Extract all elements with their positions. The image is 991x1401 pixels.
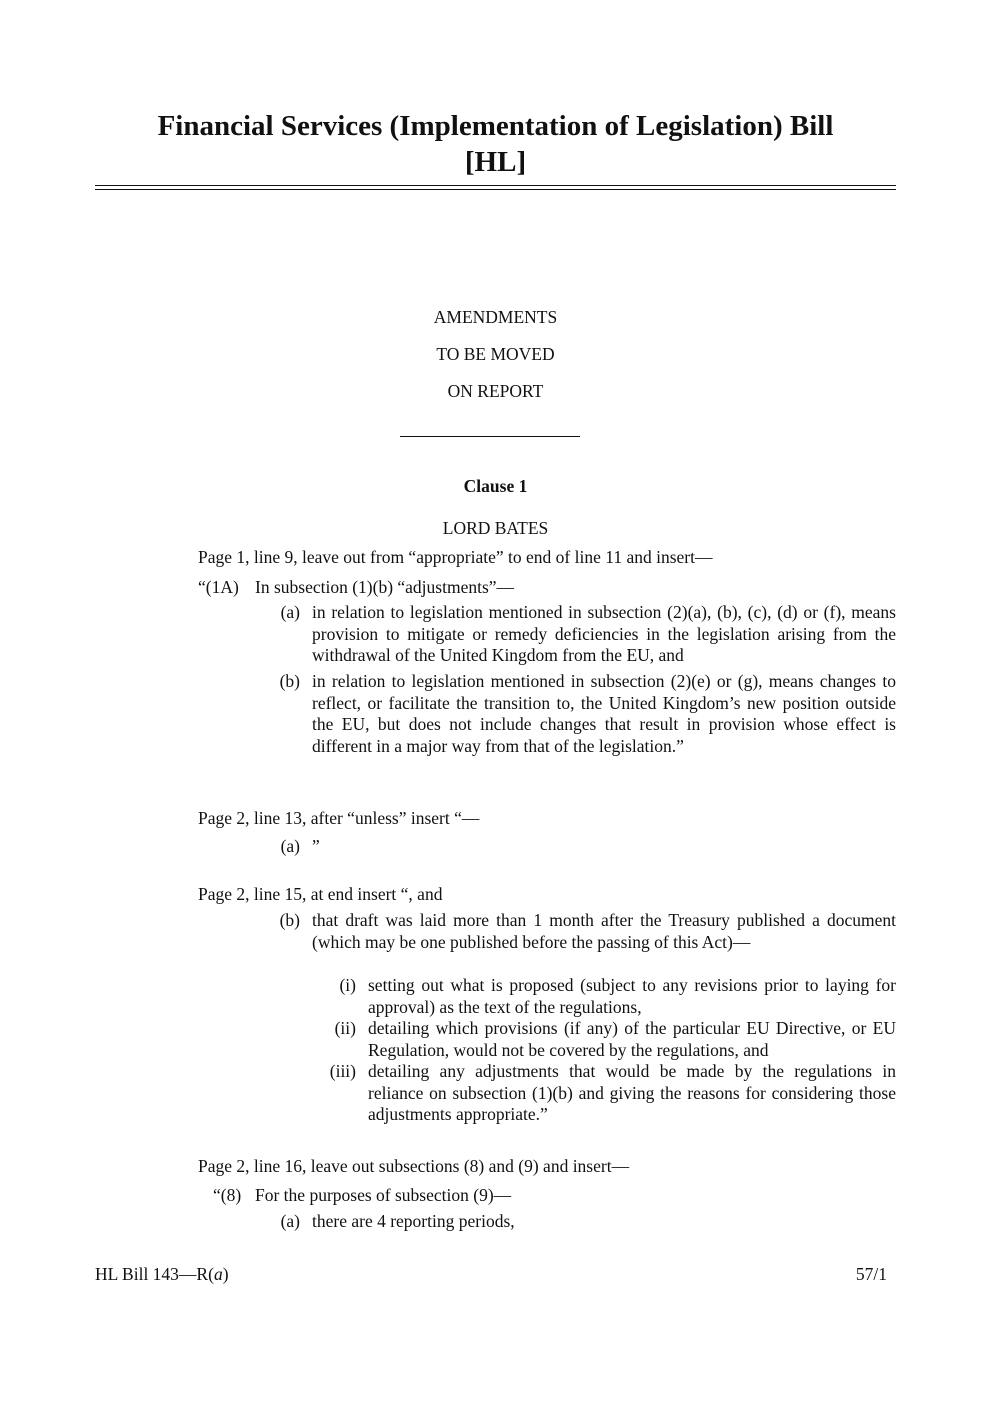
- bill-number: [95, 1263, 229, 1285]
- subsection-text: In subsection (1)(b) “adjustments”—: [255, 577, 515, 597]
- item-text: that draft was laid more than 1 month after the Treasury published a document (which may be one published before the passing of this Act)—: [312, 910, 896, 952]
- item-label: (a): [280, 1211, 300, 1231]
- item-text: setting out what is proposed (subject to any revisions prior to laying for approval) as the text of the regulations,: [368, 975, 896, 1017]
- title-rule: [95, 189, 896, 190]
- paragraph-item: [198, 1211, 896, 1233]
- amendment-instruction: Page 2, line 13, after “unless” insert “—: [198, 808, 480, 828]
- title-line-1: Financial Services (Implementation of Legislation) Bill: [157, 110, 834, 142]
- item-label: (iii): [329, 1061, 356, 1081]
- bill-number-text: HL Bill 143—R(: [95, 1264, 214, 1284]
- subsection-text: For the purposes of subsection (9)—: [255, 1185, 512, 1205]
- amendment-instruction: Page 2, line 15, at end insert “, and: [198, 884, 443, 904]
- item-label: (i): [339, 975, 356, 995]
- bill-number-end: ): [222, 1264, 229, 1284]
- paragraph-item: [198, 836, 896, 858]
- item-text: detailing which provisions (if any) of the particular EU Directive, or EU Regulation, would not be covered by the regulations, and: [368, 1018, 896, 1060]
- item-label: (b): [279, 671, 300, 691]
- bill-title: [60, 108, 931, 180]
- subsection-label: “(8): [213, 1185, 242, 1205]
- subsection: [198, 577, 896, 599]
- heading-line: AMENDMENTS: [433, 307, 558, 327]
- item-text: ”: [312, 836, 320, 856]
- heading-line: ON REPORT: [447, 381, 544, 401]
- subparagraph-item: [198, 975, 896, 1018]
- item-text: in relation to legislation mentioned in subsection (2)(e) or (g), means changes to reflect, or facilitate the transition to, the United Kingdom’s new position outside the EU, but does not include changes that result in provision whose effect is different in a major way from that of the legislation.”: [312, 671, 896, 756]
- subsection: [213, 1185, 896, 1207]
- amendment-instruction: Page 2, line 16, leave out subsections (8) and (9) and insert—: [198, 1156, 630, 1176]
- item-text: in relation to legislation mentioned in subsection (2)(a), (b), (c), (d) or (f), means provision to mitigate or remedy deficiencies in the legislation arising from the withdrawal of the United Kingdom from the EU, and: [312, 602, 896, 665]
- amendment-sheet-ref: 57/1: [855, 1264, 887, 1284]
- title-line-2: [HL]: [464, 146, 527, 178]
- paragraph-item: [198, 671, 896, 757]
- amendment-instruction: Page 1, line 9, leave out from “appropriate” to end of line 11 and insert—: [198, 547, 713, 567]
- clause-heading: Clause 1: [463, 476, 528, 496]
- subsection-label: “(1A): [198, 577, 239, 597]
- paragraph-item: [198, 602, 896, 667]
- heading-line: TO BE MOVED: [436, 344, 555, 364]
- item-label: (b): [279, 910, 300, 930]
- subparagraph-item: [198, 1018, 896, 1061]
- item-text: detailing any adjustments that would be made by the regulations in reliance on subsection (1)(b) and giving the reasons for considering those adjustments appropriate.”: [368, 1061, 896, 1124]
- title-rule: [95, 185, 896, 186]
- mover-name: LORD BATES: [442, 518, 549, 538]
- divider: [400, 436, 580, 437]
- item-label: (ii): [334, 1018, 356, 1038]
- item-label: (a): [280, 602, 300, 622]
- subparagraph-item: [198, 1061, 896, 1126]
- bill-number-italic: a: [213, 1264, 223, 1284]
- item-label: (a): [280, 836, 300, 856]
- paragraph-item: [198, 910, 896, 953]
- item-text: there are 4 reporting periods,: [312, 1211, 515, 1231]
